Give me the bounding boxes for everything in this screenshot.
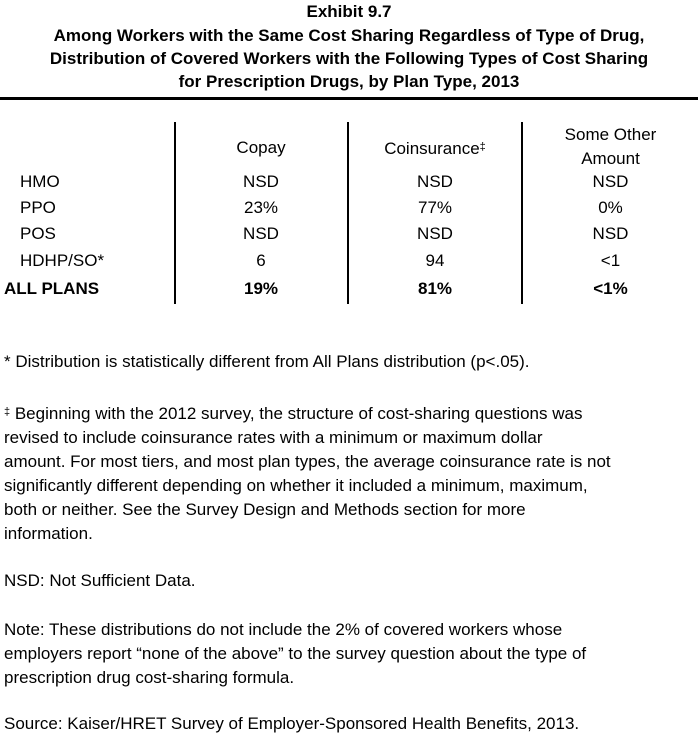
- cell-copay: NSD: [243, 172, 279, 191]
- footnote-line: amount. For most tiers, and most plan types, the average coinsurance rate is not: [4, 452, 611, 471]
- column-header-other: [523, 123, 698, 171]
- title-line: Among Workers with the Same Cost Sharing Regardless of Type of Drug,: [53, 26, 645, 45]
- cell-other: NSD: [592, 172, 629, 191]
- table-row: [0, 172, 698, 198]
- row-label: ALL PLANS: [4, 279, 100, 298]
- footnote-line: significantly different depending on whether it included a minimum, maximum,: [4, 476, 588, 495]
- total-row: [0, 279, 698, 305]
- footnote-asterisk: * Distribution is statistically different from All Plans distribution (p<.05).: [4, 352, 530, 371]
- footnote-line: revised to include coinsurance rates with a minimum or maximum dollar: [4, 428, 543, 447]
- cell-copay: 23%: [243, 198, 279, 217]
- cell-copay: 19%: [243, 279, 279, 298]
- footnote-source: Source: Kaiser/HRET Survey of Employer-Sponsored Health Benefits, 2013.: [4, 714, 580, 733]
- column-header-copay: Copay: [236, 138, 286, 157]
- footnote-line: both or neither. See the Survey Design and Methods section for more: [4, 500, 526, 519]
- footnote-text: Beginning with the 2012 survey, the structure of cost-sharing questions was: [10, 404, 583, 423]
- cell-copay: NSD: [243, 224, 279, 243]
- cell-other: NSD: [592, 224, 629, 243]
- footnote-nsd: NSD: Not Sufficient Data.: [4, 571, 196, 590]
- exhibit-number: Exhibit 9.7: [306, 2, 392, 21]
- cell-copay: 6: [256, 251, 266, 270]
- column-header-other-line: Some Other: [564, 125, 657, 144]
- cell-other: 0%: [598, 198, 623, 217]
- footnote-line: information.: [4, 524, 93, 543]
- footnote-double-dagger: [4, 402, 696, 546]
- table-row: [0, 251, 698, 277]
- column-header-coinsurance: [348, 137, 522, 161]
- cell-coinsurance: NSD: [417, 172, 453, 191]
- column-header-coinsurance-label: Coinsurance: [384, 139, 480, 158]
- footnote-note: [4, 618, 696, 690]
- row-label: POS: [20, 224, 56, 243]
- table-row: [0, 224, 698, 250]
- title-rule: [0, 97, 698, 100]
- title-line: Distribution of Covered Workers with the Following Types of Cost Sharing: [49, 49, 649, 68]
- row-label: HMO: [20, 172, 60, 191]
- cell-coinsurance: 77%: [417, 198, 453, 217]
- cell-other: <1%: [593, 279, 628, 298]
- footnote-line: employers report “none of the above” to the survey question about the type of: [4, 644, 587, 663]
- double-dagger-mark: ‡: [4, 406, 11, 418]
- exhibit-title: [0, 24, 698, 93]
- footnote-line: Note: These distributions do not include the 2% of covered workers whose: [4, 620, 563, 639]
- cell-coinsurance: NSD: [417, 224, 453, 243]
- cell-other: <1: [600, 251, 621, 270]
- footnote-line: [4, 402, 696, 426]
- table-row: [0, 198, 698, 224]
- cell-coinsurance: 81%: [417, 279, 453, 298]
- column-header-other-line: Amount: [581, 149, 640, 168]
- cell-coinsurance: 94: [425, 251, 445, 270]
- title-line: for Prescription Drugs, by Plan Type, 2013: [178, 72, 520, 91]
- double-dagger-mark: ‡: [479, 141, 486, 153]
- footnote-line: prescription drug cost-sharing formula.: [4, 668, 295, 687]
- row-label: PPO: [20, 198, 56, 217]
- row-label: HDHP/SO*: [20, 251, 105, 270]
